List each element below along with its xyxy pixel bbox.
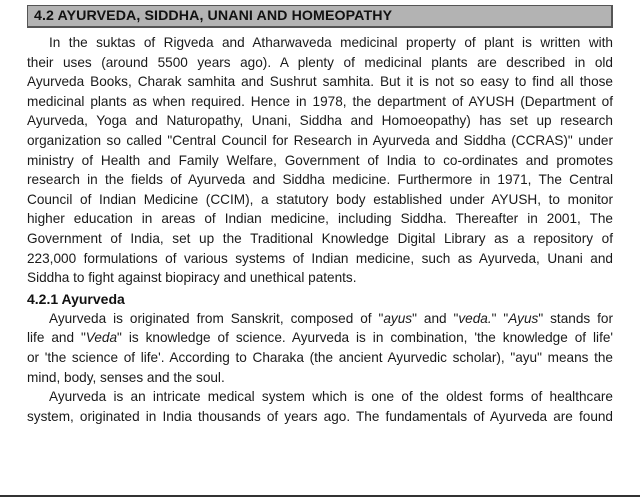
document-page bbox=[27, 5, 613, 426]
paragraph-line: Siddha to fight against biopiracy and unethical patents. bbox=[27, 270, 357, 286]
italic-term: Veda bbox=[85, 330, 118, 346]
text-run: life and " bbox=[27, 330, 86, 346]
italic-term: Ayus bbox=[508, 310, 539, 326]
text-run: " and " bbox=[412, 310, 459, 326]
subsection-heading-4-2-1: 4.2.1 Ayurveda bbox=[27, 290, 125, 307]
paragraph-line: ministry of Health and Family Welfare, Government of India to co-ordinates and promotes bbox=[27, 152, 613, 168]
paragraph-line: Ayurveda is an intricate medical system which is one of the oldest forms of healthcare bbox=[49, 389, 613, 405]
text-run: " is knowledge of science. Ayurveda is in combination, 'the knowledge of life' bbox=[117, 330, 614, 346]
text-run: " " bbox=[491, 310, 509, 326]
paragraph-line: Government of India, set up the Traditional Knowledge Digital Library as a repository of bbox=[27, 230, 613, 246]
intro-paragraph bbox=[27, 33, 613, 288]
paragraph-line: In the suktas of Rigveda and Atharwaveda medicinal property of plant is written with bbox=[49, 35, 613, 50]
paragraph-line: system, originated in India thousands of years ago. The fundamentals of Ayurveda are found bbox=[27, 408, 613, 424]
section-heading-4-2 bbox=[27, 5, 613, 28]
paragraph-line: organization so called "Central Council for Research in Ayurveda and Siddha (CCRAS)" under bbox=[27, 132, 613, 148]
italic-term: veda. bbox=[458, 310, 492, 326]
ayurveda-history-paragraph bbox=[27, 387, 613, 426]
paragraph-line: higher education in areas of Indian medicine, including Siddha. Thereafter in 2001, The bbox=[27, 211, 613, 227]
ayurveda-definition-paragraph bbox=[27, 309, 613, 387]
paragraph-line: or 'the science of life'. According to Charaka (the ancient Ayurvedic scholar), "ayu" means the bbox=[27, 349, 613, 365]
paragraph-line: Council of Indian Medicine (CCIM), a statutory body established under AYUSH, to monitor bbox=[27, 191, 613, 207]
paragraph-line: medicinal plants as when required. Hence in 1978, the department of AYUSH (Department of bbox=[27, 93, 613, 109]
paragraph-line: mind, body, senses and the soul. bbox=[27, 369, 225, 385]
text-run: " stands for bbox=[538, 310, 614, 326]
paragraph-line bbox=[27, 328, 613, 348]
paragraph-line: 223,000 formulations of various systems of Indian medicine, such as Ayurveda, Unani and bbox=[27, 250, 613, 266]
text-run: Ayurveda is originated from Sanskrit, composed of " bbox=[49, 310, 384, 326]
paragraph-line bbox=[27, 309, 613, 329]
paragraph-line: research in the fields of Ayurveda and Siddha medicine. Furthermore in 1971, The Central bbox=[27, 172, 613, 188]
paragraph-line: their uses (around 5500 years ago). A plenty of medicinal plants are described in old bbox=[27, 54, 613, 70]
paragraph-line: Ayurveda Books, Charak samhita and Sushrut samhita. But it is not so easy to find all those bbox=[27, 74, 613, 90]
paragraph-line: Ayurveda, Yoga and Naturopathy, Unani, Siddha and Homoeopathy) has set up research bbox=[27, 113, 613, 129]
italic-term: ayus bbox=[383, 310, 413, 326]
section-heading-text: 4.2 AYURVEDA, SIDDHA, UNANI AND HOMEOPATHY bbox=[34, 8, 393, 24]
